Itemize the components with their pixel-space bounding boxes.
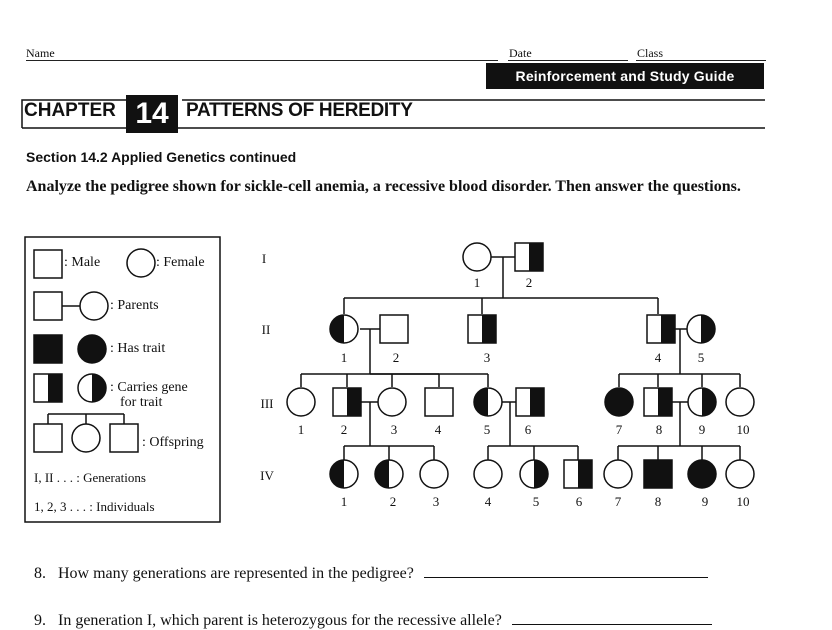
gen1-female-1 xyxy=(463,243,491,271)
gen3-male-4 xyxy=(425,388,453,416)
female-circle-icon xyxy=(127,249,155,277)
gen3-female-3 xyxy=(378,388,406,416)
offspring-square-icon xyxy=(110,424,138,452)
instructions: Analyze the pedigree shown for sickle-cell anemia, a recessive blood disorder. Then answer the questions. xyxy=(26,178,741,195)
gen-label-2: II xyxy=(261,322,271,337)
svg-text:8: 8 xyxy=(654,494,662,509)
gen3-female-1 xyxy=(287,388,315,416)
offspring-square-icon xyxy=(34,424,62,452)
svg-text:1: 1 xyxy=(340,350,348,365)
svg-text:4: 4 xyxy=(484,494,492,509)
gen4-female-9-trait xyxy=(688,460,716,488)
gen4-female-10 xyxy=(726,460,754,488)
trait-square-icon xyxy=(34,335,62,363)
question-9-text: In generation I, which parent is heterozygous for the recessive allele? xyxy=(58,612,502,629)
gen4-male-8-trait xyxy=(644,460,672,488)
offspring-circle-icon xyxy=(72,424,100,452)
parents-circle-icon xyxy=(80,292,108,320)
question-9-answer-line[interactable] xyxy=(512,623,712,625)
svg-text:10: 10 xyxy=(736,422,750,437)
parents-square-icon xyxy=(34,292,62,320)
svg-text:2: 2 xyxy=(340,422,348,437)
gen3-female-7-trait xyxy=(605,388,633,416)
svg-text:3: 3 xyxy=(483,350,491,365)
key-carrier-label: : Carries gene xyxy=(110,380,188,395)
key-generations-label: I, II . . . : Generations xyxy=(34,470,146,485)
key-carrier-label-2: for trait xyxy=(120,395,163,410)
svg-text:4: 4 xyxy=(654,350,662,365)
gen2-male-2 xyxy=(380,315,408,343)
trait-circle-icon xyxy=(78,335,106,363)
svg-text:4: 4 xyxy=(434,422,442,437)
svg-text:7: 7 xyxy=(614,494,622,509)
chapter-label: CHAPTER xyxy=(24,100,116,121)
svg-text:5: 5 xyxy=(532,494,540,509)
key-individuals-label: 1, 2, 3 . . . : Individuals xyxy=(34,499,155,514)
gen-label-1: I xyxy=(261,251,267,266)
study-guide-banner: Reinforcement and Study Guide xyxy=(486,63,764,89)
svg-text:1: 1 xyxy=(297,422,305,437)
svg-text:5: 5 xyxy=(483,422,491,437)
question-8-number: 8. xyxy=(34,565,46,582)
gen4-female-7 xyxy=(604,460,632,488)
gen4-female-3 xyxy=(420,460,448,488)
svg-text:8: 8 xyxy=(655,422,663,437)
male-square-icon xyxy=(34,250,62,278)
section-heading: Section 14.2 Applied Genetics continued xyxy=(26,149,297,165)
key-male-label: : Male xyxy=(64,255,101,270)
gen4-female-4 xyxy=(474,460,502,488)
class-label: Class xyxy=(637,46,664,60)
svg-text:9: 9 xyxy=(698,422,706,437)
svg-text:3: 3 xyxy=(432,494,440,509)
gen-label-4: IV xyxy=(260,468,274,483)
question-9 xyxy=(34,612,712,630)
svg-text:7: 7 xyxy=(615,422,623,437)
svg-text:5: 5 xyxy=(697,350,705,365)
svg-text:3: 3 xyxy=(390,422,398,437)
question-8-answer-line[interactable] xyxy=(424,576,708,578)
question-8-text: How many generations are represented in the pedigree? xyxy=(58,565,414,582)
question-9-number: 9. xyxy=(34,612,46,629)
key-parents-label: : Parents xyxy=(110,298,159,313)
name-label: Name xyxy=(26,46,55,60)
name-line xyxy=(26,60,498,61)
key-female-label: : Female xyxy=(156,255,205,270)
svg-text:2: 2 xyxy=(392,350,400,365)
date-label: Date xyxy=(509,46,532,60)
svg-text:9: 9 xyxy=(701,494,709,509)
svg-text:2: 2 xyxy=(525,275,533,290)
chapter-number: 14 xyxy=(126,95,178,133)
pedigree-chart xyxy=(250,236,770,526)
key-offspring-label: : Offspring xyxy=(142,435,204,450)
chapter-title: PATTERNS OF HEREDITY xyxy=(186,100,413,121)
gen3-female-10 xyxy=(726,388,754,416)
gen-label-3: III xyxy=(260,396,274,411)
question-8 xyxy=(34,565,708,583)
svg-text:1: 1 xyxy=(473,275,481,290)
svg-text:2: 2 xyxy=(389,494,397,509)
svg-text:6: 6 xyxy=(575,494,583,509)
svg-text:1: 1 xyxy=(340,494,348,509)
svg-text:6: 6 xyxy=(524,422,532,437)
svg-text:10: 10 xyxy=(736,494,750,509)
key-trait-label: : Has trait xyxy=(110,341,166,356)
